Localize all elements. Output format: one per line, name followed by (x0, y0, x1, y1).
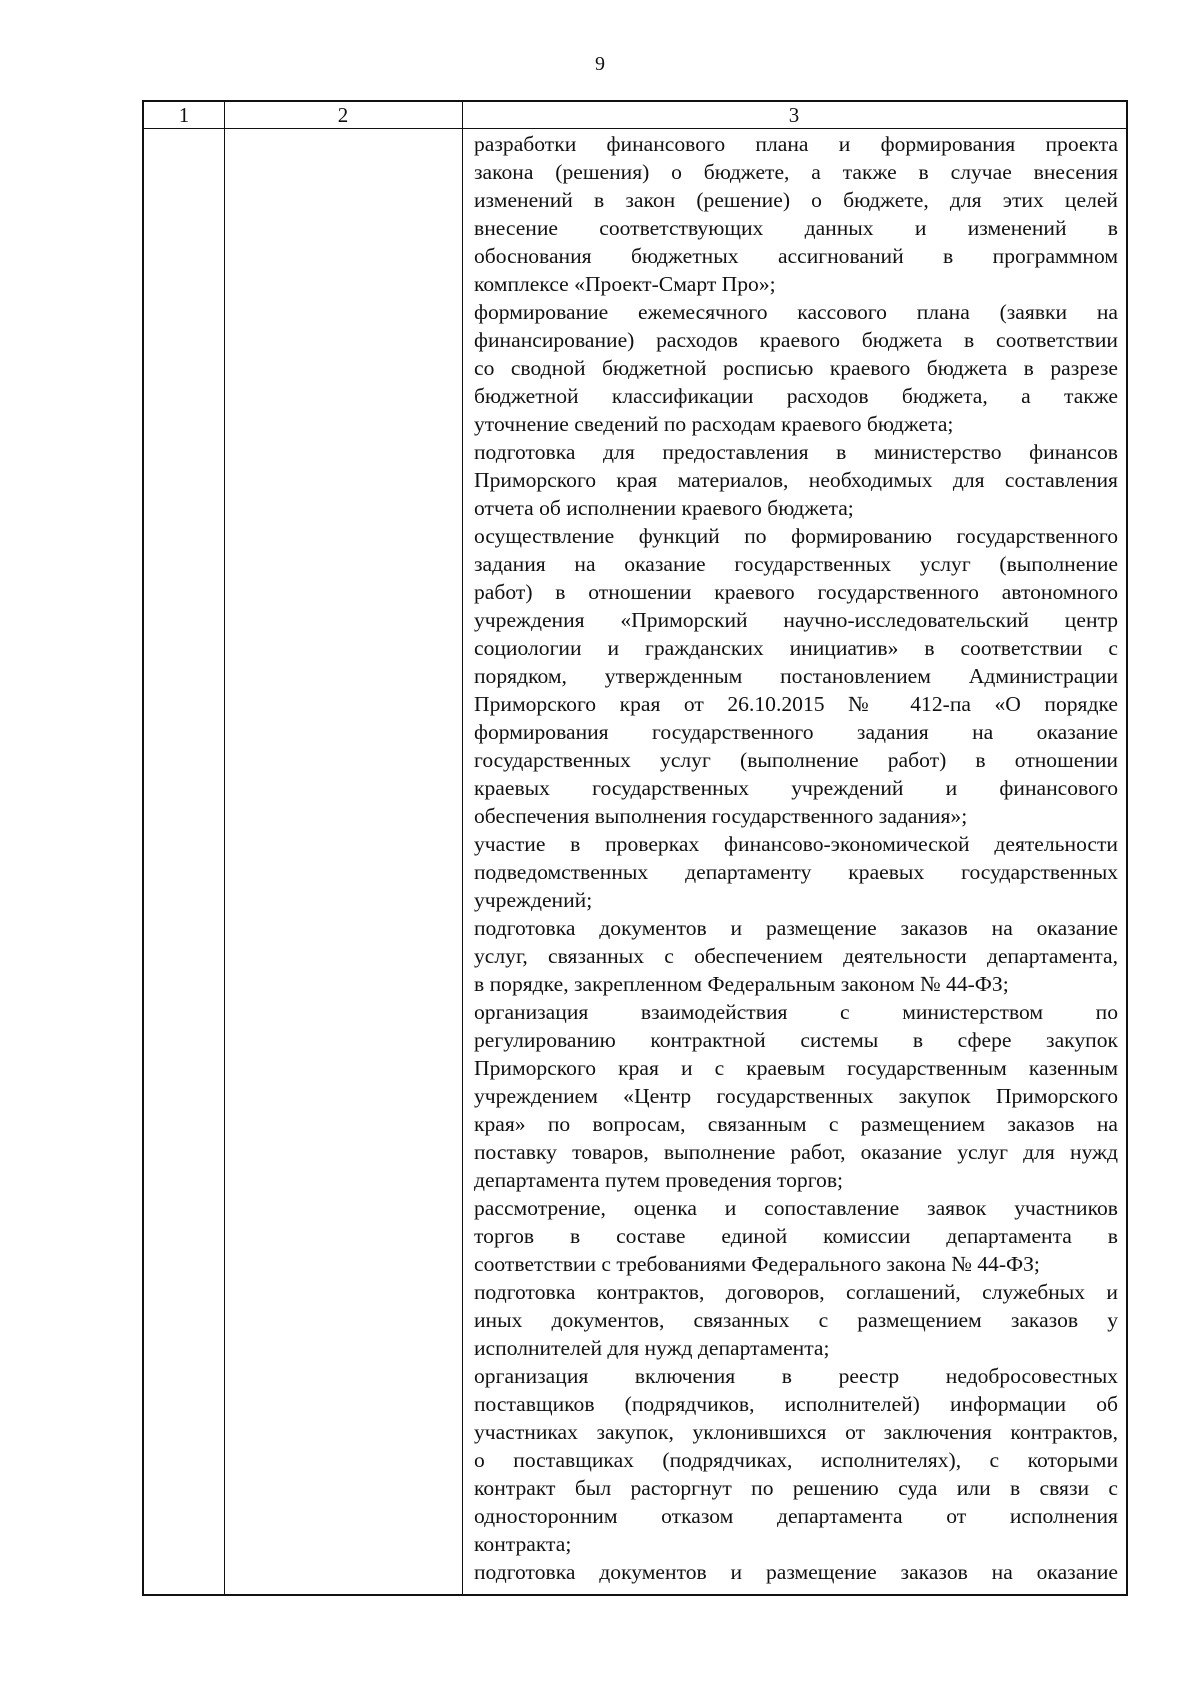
text-line: регулированию контрактной системы в сфере закупок (474, 1028, 1118, 1052)
text-line: исполнителей для нужд департамента; (474, 1336, 830, 1360)
text-line: бюджетной классификации расходов бюджета, а также (474, 384, 1118, 408)
page-number: 9 (595, 53, 605, 75)
text-line: со сводной бюджетной росписью краевого бюджета в разрезе (474, 356, 1118, 380)
text-line: организация включения в реестр недобросовестных (474, 1364, 1118, 1388)
text-line: подготовка документов и размещение заказов на оказание (474, 916, 1118, 940)
text-line: задания на оказание государственных услуг (выполнение (474, 552, 1118, 576)
text-line: департамента путем проведения торгов; (474, 1168, 844, 1192)
text-line: контракта; (474, 1532, 572, 1556)
column-3-header: 3 (788, 103, 800, 127)
text-line: участие в проверках финансово-экономической деятельности (474, 832, 1118, 856)
text-line: обоснования бюджетных ассигнований в программном (474, 244, 1118, 268)
text-line: социологии и гражданских инициатив» в соответствии с (474, 636, 1118, 660)
text-line: услуг, связанных с обеспечением деятельности департамента, (474, 944, 1118, 968)
text-line: края» по вопросам, связанным с размещением заказов на (474, 1112, 1118, 1136)
column-divider-1 (224, 102, 225, 1594)
text-line: иных документов, связанных с размещением заказов у (474, 1308, 1118, 1332)
document-table (142, 100, 1128, 1596)
text-line: обеспечения выполнения государственного задания»; (474, 804, 968, 828)
text-line: учреждения «Приморский научно-исследовательский центр (474, 608, 1118, 632)
table-header-row (144, 102, 1126, 129)
text-line: формирования государственного задания на оказание (474, 720, 1118, 744)
text-line: подготовка документов и размещение заказов на оказание (474, 1560, 1118, 1584)
column-3-text (474, 130, 1118, 1586)
text-line: односторонним отказом департамента от исполнения (474, 1504, 1118, 1528)
text-line: краевых государственных учреждений и финансового (474, 776, 1118, 800)
text-line: закона (решения) о бюджете, а также в случае внесения (474, 160, 1118, 184)
text-line: участниках закупок, уклонившихся от заключения контрактов, (474, 1420, 1118, 1444)
text-line: формирование ежемесячного кассового плана (заявки на (474, 300, 1118, 324)
text-line: рассмотрение, оценка и сопоставление заявок участников (474, 1196, 1118, 1220)
text-line: поставку товаров, выполнение работ, оказание услуг для нужд (474, 1140, 1118, 1164)
text-line: подведомственных департаменту краевых государственных (474, 860, 1118, 884)
text-line: разработки финансового плана и формирования проекта (474, 132, 1118, 156)
text-line: подготовка контрактов, договоров, соглашений, служебных и (474, 1280, 1118, 1304)
text-line: о поставщиках (подрядчиках, исполнителях), с которыми (474, 1448, 1118, 1472)
text-line: отчета об исполнении краевого бюджета; (474, 496, 854, 520)
text-line: уточнение сведений по расходам краевого бюджета; (474, 412, 954, 436)
text-line: Приморского края и с краевым государственным казенным (474, 1056, 1118, 1080)
text-line: работ) в отношении краевого государственного автономного (474, 580, 1118, 604)
text-line: финансирование) расходов краевого бюджета в соответствии (474, 328, 1118, 352)
text-line: организация взаимодействия с министерством по (474, 1000, 1118, 1024)
text-line: подготовка для предоставления в министерство финансов (474, 440, 1118, 464)
column-divider-2 (462, 102, 463, 1594)
text-line: внесение соответствующих данных и изменений в (474, 216, 1118, 240)
text-line: учреждений; (474, 888, 593, 912)
text-line: комплексе «Проект-Смарт Про»; (474, 272, 776, 296)
text-line: Приморского края материалов, необходимых для составления (474, 468, 1118, 492)
text-line: осуществление функций по формированию государственного (474, 524, 1118, 548)
text-line: государственных услуг (выполнение работ) в отношении (474, 748, 1118, 772)
column-2-header: 2 (337, 103, 349, 127)
text-line: Приморского края от 26.10.2015 № 412-па «О порядке (474, 692, 1118, 716)
text-line: порядком, утвержденным постановлением Администрации (474, 664, 1118, 688)
column-1-header: 1 (178, 103, 190, 127)
text-line: изменений в закон (решение) о бюджете, для этих целей (474, 188, 1118, 212)
text-line: учреждением «Центр государственных закупок Приморского (474, 1084, 1118, 1108)
text-line: соответствии с требованиями Федерального закона № 44-ФЗ; (474, 1252, 1040, 1276)
text-line: торгов в составе единой комиссии департамента в (474, 1224, 1118, 1248)
text-line: контракт был расторгнут по решению суда или в связи с (474, 1476, 1118, 1500)
text-line: в порядке, закрепленном Федеральным законом № 44-ФЗ; (474, 972, 1009, 996)
text-line: поставщиков (подрядчиков, исполнителей) информации об (474, 1392, 1118, 1416)
